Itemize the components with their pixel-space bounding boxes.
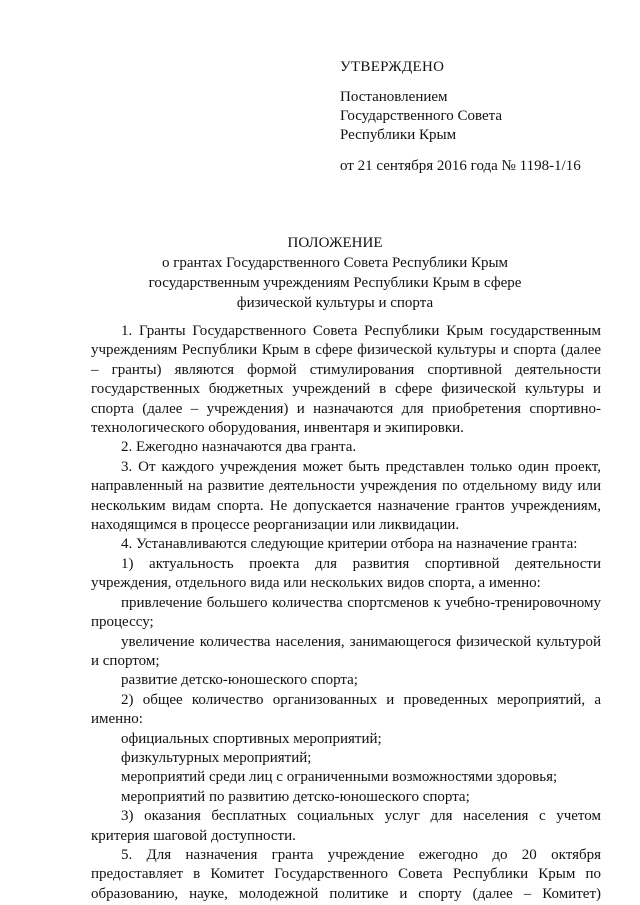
document-title-block (60, 233, 610, 313)
paragraph-3: 3. От каждого учреждения может быть представлен только один проект, направленный на развитие деятельности учреждения по отдельному виду или нескольким видам спорта. Не допускается назначение грантов учреждениям, находящимся в процессе реорганизации или ликвидации. (91, 458, 601, 534)
criterion-1-item-3: развитие детско-юношеского спорта; (121, 672, 358, 689)
criterion-2-item-4: мероприятий по развитию детско-юношеского спорта; (121, 788, 470, 805)
approval-stamp: УТВЕРЖДЕНО (340, 59, 445, 75)
paragraph-4: 4. Устанавливаются следующие критерии отбора на назначение гранта: (121, 536, 578, 553)
document-subtitle-line-2: государственным учреждениям Республики Крым в сфере (148, 275, 522, 291)
criterion-3: 3) оказания бесплатных социальных услуг для населения с учетом критерия шаговой доступности. (91, 808, 601, 844)
approval-line-2: Государственного Совета (340, 108, 503, 124)
approval-block (340, 58, 630, 176)
criterion-1-item-1: привлечение большего количества спортсменов к учебно-тренировочному процессу; (91, 594, 601, 631)
criterion-2-item-3: мероприятий среди лиц с ограниченными возможностями здоровья; (121, 769, 558, 786)
paragraph-2: 2. Ежегодно назначаются два гранта. (121, 439, 357, 456)
approval-line-3: Республики Крым (340, 127, 457, 143)
criterion-1-item-2: увеличение количества населения, занимающегося физической культурой и спортом; (91, 633, 601, 669)
criterion-1: 1) актуальность проекта для развития спортивной деятельности учреждения, отдельного вида или нескольких видов спорта, а именно: (91, 555, 601, 592)
document-subtitle-line-3: физической культуры и спорта (236, 295, 434, 311)
criterion-2-item-2: физкультурных мероприятий; (121, 749, 312, 766)
document-subtitle-line-1: о грантах Государственного Совета Республики Крым (161, 255, 509, 271)
paragraph-5: 5. Для назначения гранта учреждение ежегодно до 20 октября предоставляет в Комитет Государственного Совета Республики Крым по образованию, науке, молодежной политике и спорту (далее – Комитет) (91, 846, 601, 902)
paragraph-1: 1. Гранты Государственного Совета Республики Крым государственным учреждениям Республики Крым в сфере физической культуры и спорта (далее – гранты) являются формой стимулирования спортивной деятельности государственных бюджетных учреждений в сфере физической культуры и спорта (далее – учреждения) и назначаются для приобретения спортивно-технологического оборудования, инвентаря и экипировки. (91, 323, 601, 437)
approval-line-1: Постановлением (340, 89, 448, 105)
document-title: ПОЛОЖЕНИЕ (287, 235, 383, 251)
document-body (91, 322, 601, 904)
criterion-2-item-1: официальных спортивных мероприятий; (121, 730, 382, 747)
criterion-2: 2) общее количество организованных и проведенных мероприятий, а именно: (91, 691, 601, 728)
approval-date: от 21 сентября 2016 года № 1198-1/16 (340, 158, 581, 174)
